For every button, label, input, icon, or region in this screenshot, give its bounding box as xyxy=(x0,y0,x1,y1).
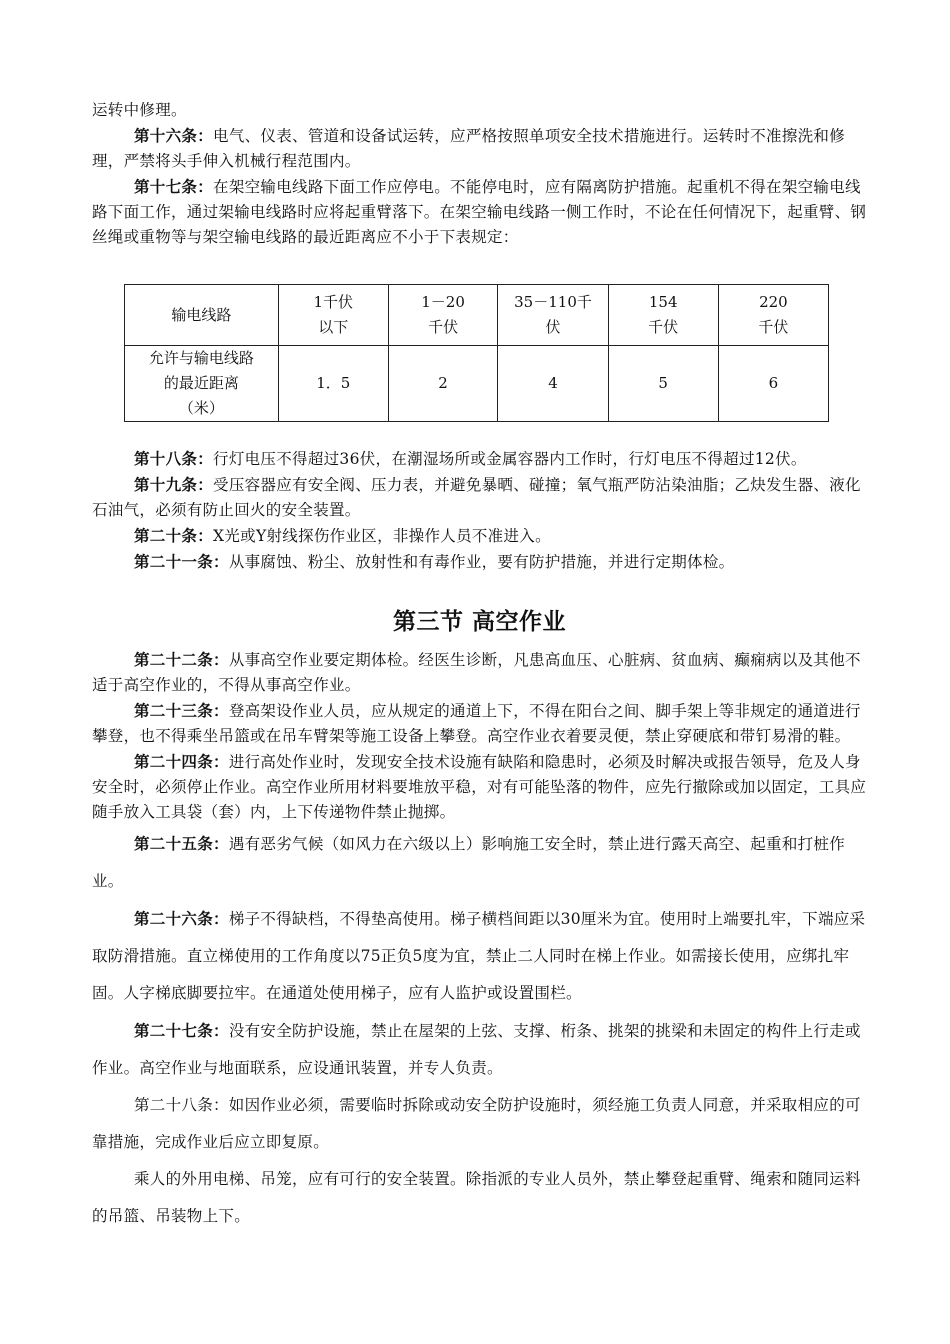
article-text: 第二十八条：如因作业必须，需要临时拆除或动安全防护设施时，须经施工负责人同意，并采取相应的可靠措施，完成作业后应立即复原。 xyxy=(92,1096,861,1151)
article-23 xyxy=(92,698,867,749)
article-16 xyxy=(92,123,867,174)
article-label: 第二十一条： xyxy=(134,552,229,571)
article-label: 第十九条： xyxy=(134,475,214,494)
article-label: 第二十四条： xyxy=(134,752,229,771)
article-label: 第二十三条： xyxy=(134,701,229,720)
article-label: 第二十五条： xyxy=(134,834,229,853)
table-row xyxy=(125,285,829,346)
paragraph-text: 乘人的外用电梯、吊笼，应有可行的安全装置。除指派的专业人员外，禁止攀登起重臂、绳索和随同运料的吊篮、吊装物上下。 xyxy=(92,1170,861,1225)
article-21 xyxy=(92,549,867,575)
table-cell: 1千伏 以下 xyxy=(278,285,388,346)
article-19 xyxy=(92,472,867,523)
article-label: 第十七条： xyxy=(134,177,214,196)
section-title: 第三节 高空作业 xyxy=(392,608,566,635)
article-label: 第二十七条： xyxy=(134,1021,229,1040)
paragraph-final xyxy=(92,1161,867,1235)
article-text: 从事腐蚀、粉尘、放射性和有毒作业，要有防护措施，并进行定期体检。 xyxy=(228,553,735,571)
article-text: 梯子不得缺档，不得垫高使用。梯子横档间距以30厘米为宜。使用时上端要扎牢，下端应采取防滑措施。直立梯使用的工作角度以75正负5度为宜，禁止二人同时在梯上作业。如需接长使用，应绑扎牢固。人字梯底脚要拉牢。在通道处使用梯子，应有人监护或设置围栏。 xyxy=(92,910,866,1002)
table-cell: 220 千伏 xyxy=(718,285,828,346)
document-page xyxy=(92,98,867,1235)
article-26 xyxy=(92,900,867,1012)
article-17 xyxy=(92,174,867,250)
article-label: 第二十二条： xyxy=(134,650,229,669)
article-27 xyxy=(92,1012,867,1087)
table-cell: 154 千伏 xyxy=(608,285,718,346)
article-label: 第十八条： xyxy=(134,449,214,468)
article-text: 没有安全防护设施，禁止在屋架的上弦、支撑、桁条、挑架的挑梁和未固定的构件上行走或作业。高空作业与地面联系，应设通讯装置，并专人负责。 xyxy=(92,1022,861,1077)
clearance-table xyxy=(124,284,829,422)
table-cell: 5 xyxy=(608,346,718,422)
article-text: X光或Y射线探伤作业区，非操作人员不准进入。 xyxy=(213,527,551,545)
table-cell: 6 xyxy=(718,346,828,422)
article-25 xyxy=(92,825,867,900)
table-cell: 4 xyxy=(498,346,608,422)
article-text: 行灯电压不得超过36伏，在潮湿场所或金属容器内工作时，行灯电压不得超过12伏。 xyxy=(213,450,807,468)
paragraph xyxy=(92,98,867,123)
table-cell: 输电线路 xyxy=(125,285,279,346)
table-cell: 35－110千 伏 xyxy=(498,285,608,346)
article-label: 第二十六条： xyxy=(134,909,229,928)
table-cell: 2 xyxy=(388,346,498,422)
article-text: 登高架设作业人员，应从规定的通道上下，不得在阳台之间、脚手架上等非规定的通道进行攀登，也不得乘坐吊篮或在吊车臂架等施工设备上攀登。高空作业衣着要灵便，禁止穿硬底和带钉易滑的鞋。 xyxy=(92,702,861,745)
table-cell: 1－20 千伏 xyxy=(388,285,498,346)
article-text: 在架空输电线路下面工作应停电。不能停电时，应有隔离防护措施。起重机不得在架空输电线路下面工作，通过架输电线路时应将起重臂落下。在架空输电线路一侧工作时，不论在任何情况下，起重臂、钢丝绳或重物等与架空输电线路的最近距离应不小于下表规定： xyxy=(92,178,867,246)
article-24 xyxy=(92,749,867,825)
article-22 xyxy=(92,647,867,698)
article-text: 进行高处作业时，发现安全技术设施有缺陷和隐患时，必须及时解决或报告领导，危及人身安全时，必须停止作业。高空作业所用材料要堆放平稳，对有可能坠落的物件，应先行撤除或加以固定，工具应随手放入工具袋（套）内，上下传递物件禁止抛掷。 xyxy=(92,753,867,821)
article-28 xyxy=(92,1087,867,1161)
article-label: 第十六条： xyxy=(134,126,214,145)
article-text: 从事高空作业要定期体检。经医生诊断，凡患高血压、心脏病、贫血病、癫痫病以及其他不适于高空作业的，不得从事高空作业。 xyxy=(92,651,861,694)
paragraph-text: 运转中修理。 xyxy=(92,101,187,119)
article-text: 电气、仪表、管道和设备试运转，应严格按照单项安全技术措施进行。运转时不准擦洗和修理，严禁将头手伸入机械行程范围内。 xyxy=(92,127,846,170)
article-text: 遇有恶劣气候（如风力在六级以上）影响施工安全时，禁止进行露天高空、起重和打桩作业。 xyxy=(92,835,846,890)
article-text: 受压容器应有安全阀、压力表，并避免暴晒、碰撞；氧气瓶严防沾染油脂；乙炔发生器、液化石油气，必须有防止回火的安全装置。 xyxy=(92,476,861,519)
table-cell: 1．5 xyxy=(278,346,388,422)
table-row xyxy=(125,346,829,422)
article-label: 第二十条： xyxy=(134,526,214,545)
article-20 xyxy=(92,523,867,549)
table-cell: 允许与输电线路 的最近距离 （米） xyxy=(125,346,279,422)
article-18 xyxy=(92,446,867,472)
